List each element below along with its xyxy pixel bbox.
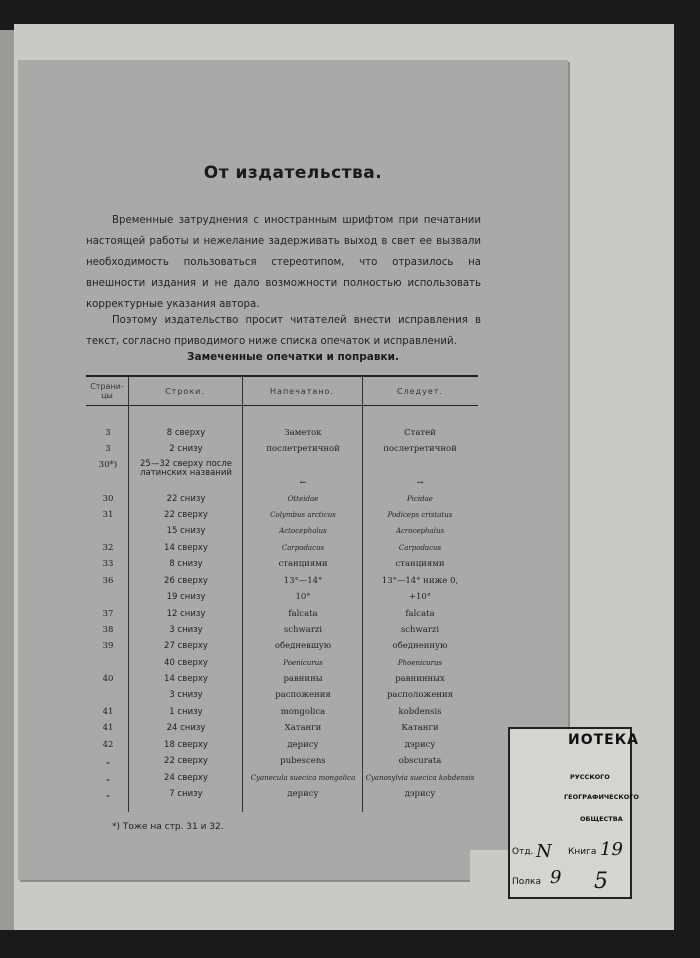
table-cell-line: 26 сверху [164,576,208,586]
table-cell-line: 22 снизу [166,494,206,504]
paragraph-2: Поэтому издательство просит читателей внести исправления в текст, согласно приводимого ниже списка опечаток и исправлений. [86,315,481,347]
table-cell-page: „ [105,756,111,766]
table-cell-page: 31 [102,510,114,520]
table-title: Замеченные опечатки и поправки. [187,351,399,363]
column-divider [128,377,129,812]
table-cell-should: обедненную [392,641,448,651]
stamp-shelf-number: 9 [550,867,562,888]
table-cell-should: Cyanosylvia suecica kobdensis [365,774,475,782]
table-cell-printed: станциями [278,559,328,569]
table-cell-printed: 13°—14° [283,576,323,586]
table-cell-page: „ [105,773,111,783]
stamp-line: ГЕОГРАФИЧЕСКОГО [564,793,639,801]
table-cell-page: 38 [102,625,114,635]
table-cell-line: 12 снизу [166,609,206,619]
torn-edge [470,850,510,890]
stamp-line: ОБЩЕСТВА [580,815,623,823]
table-cell-line: 14 сверху [164,543,208,553]
table-cell-printed: равнины [283,674,323,684]
table-cell-printed: дерису [287,789,319,799]
table-cell-printed: распожения [275,690,331,700]
stamp-line: РУССКОГО [570,773,610,781]
header-printed: Напечатано. [270,386,334,396]
table-cell-should: falcata [405,609,435,619]
table-cell-line: 8 сверху [166,428,206,438]
table-cell-page: 3 [105,444,111,454]
table-cell-page: 41 [102,707,114,717]
table-cell-line: 27 сверху [164,641,208,651]
table-header-rule [86,405,478,406]
table-cell-should: расположения [386,690,454,700]
stamp-title: ИОТЕКА [568,732,640,748]
table-cell-line: 2 снизу [169,444,203,454]
table-cell-should: станциями [395,559,445,569]
table-cell-should: Phoenicurus [397,659,443,667]
table-cell-should: дэрису [404,789,436,799]
table-cell-should: obscurata [398,756,442,766]
table-cell-line: 8 снизу [169,559,203,569]
table-cell-printed: schwarzi [283,625,323,635]
table-cell-line: 19 снизу [166,592,206,602]
header-page: Страни- цы [90,382,124,400]
paragraph-1: Временные затруднения с иностранным шрифтом при печатании настоящей работы и нежелание задерживать выход в свет ее вызвали необходимость пользоваться стереотипом, что отразилось на внешности издания и не дало возможности полностью использовать корректурные указания автора. [86,215,481,310]
table-cell-page: 41 [102,723,114,733]
table-cell-page: 30*) [98,460,118,470]
left-page-edge [0,30,14,930]
table-cell-page: 30 [102,494,114,504]
table-cell-printed: дерису [287,740,319,750]
table-cell-printed: Carpodacus [281,544,325,552]
table-cell-line: 3 снизу [169,690,203,700]
table-cell-line: 3 снизу [169,625,203,635]
table-cell-line: 25—32 сверху после латинских названий [140,459,232,478]
table-cell-should: → [416,478,424,488]
table-cell-line: 7 снизу [169,789,203,799]
table-cell-line: 22 сверху [164,756,208,766]
table-cell-printed: обедневшую [274,641,332,651]
table-cell-should: равнинных [395,674,445,684]
table-cell-printed: Otteidae [287,495,319,503]
table-cell-page: 36 [102,576,114,586]
table-cell-should: schwarzi [400,625,440,635]
table-cell-page: 37 [102,609,114,619]
stamp-book-label: Книга [568,847,597,857]
table-cell-printed: Заметок [284,428,322,438]
table-cell-should: Катанги [401,723,439,733]
table-cell-should: дэрису [404,740,436,750]
table-top-rule [86,375,478,377]
table-cell-line: 18 сверху [164,740,208,750]
table-cell-line: 15 снизу [166,526,206,536]
table-cell-should: +10° [408,592,432,602]
page-title: От издательства. [203,163,383,183]
table-cell-page: 32 [102,543,114,553]
table-cell-should: kobdensis [398,707,442,717]
table-cell-should: послетретичной [383,444,457,454]
table-cell-printed: Colymbus arcticus [270,511,336,519]
stamp-inventory-label: Отд. [512,847,534,857]
table-cell-page: 42 [102,740,114,750]
table-cell-printed: послетретичной [266,444,340,454]
stamp-extra-number: 5 [594,869,608,894]
table-cell-printed: falcata [288,609,318,619]
table-cell-printed: pubescens [280,756,326,766]
table-cell-line: 24 сверху [164,773,208,783]
table-cell-should: Picidae [407,495,433,503]
stamp-shelf-label: Полка [512,877,541,887]
table-cell-line: 24 снизу [166,723,206,733]
table-cell-line: 14 сверху [164,674,208,684]
table-cell-printed: Actocephalus [279,527,327,535]
stamp-book-number: 19 [600,839,623,860]
table-cell-printed: ← [299,478,307,488]
footnote: *) Тоже на стр. 31 и 32. [112,822,224,832]
table-cell-should: Podiceps cristatus [387,511,453,519]
table-cell-should: Acrocephalus [395,527,445,535]
table-cell-page: 40 [102,674,114,684]
header-should: Следует. [396,386,443,396]
table-cell-line: 40 сверху [164,658,208,668]
table-cell-should: 13°—14° ниже 0, [381,576,459,586]
table-cell-printed: Хатанги [284,723,322,733]
header-line: Строки. [165,386,205,396]
table-cell-printed: 10° [295,592,311,602]
table-cell-page: 3 [105,428,111,438]
table-cell-should: Статей [404,428,436,438]
table-cell-page: 33 [102,559,114,569]
table-cell-line: 1 снизу [169,707,203,717]
table-cell-page: „ [105,789,111,799]
table-cell-line: 22 сверху [164,510,208,520]
table-cell-should: Carpodacus [398,544,442,552]
table-cell-page: 39 [102,641,114,651]
table-cell-printed: mongolica [280,707,326,717]
table-cell-printed: Cyanecula suecica mongolica [250,774,356,782]
library-stamp [508,727,640,899]
stamp-inventory-number: N [536,841,552,862]
table-cell-printed: Poenicurus [283,659,323,667]
